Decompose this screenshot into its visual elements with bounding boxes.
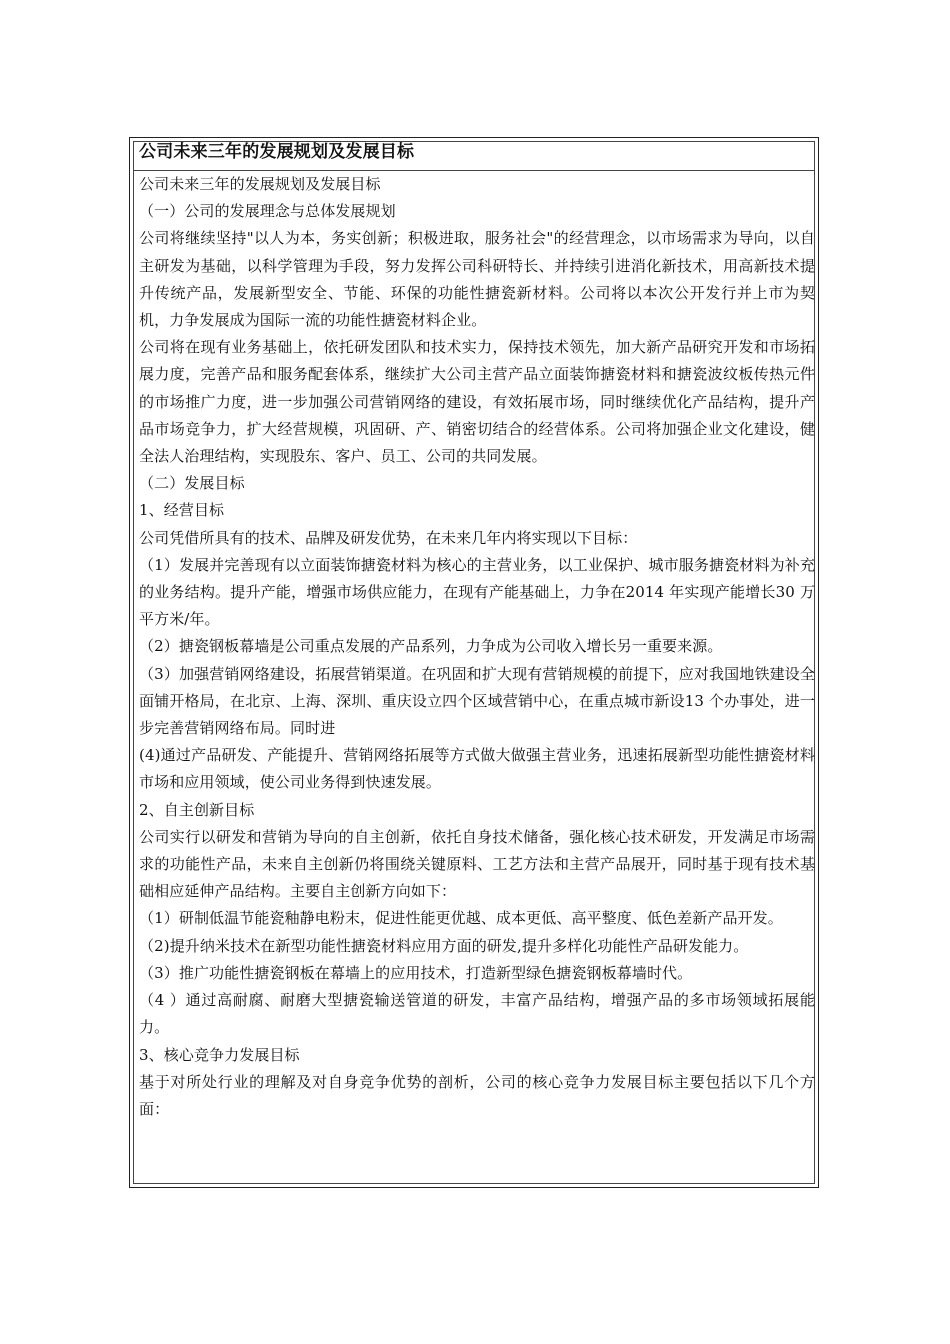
paragraph-list-item: （1）研制低温节能瓷釉静电粉末，促进性能更优越、成本更低、高平整度、低色差新产品开发。: [139, 909, 783, 928]
paragraph-subheading: 3、核心竞争力发展目标: [139, 1045, 300, 1064]
paragraph-list-item: （3）推广功能性搪瓷钢板在幕墙上的应用技术，打造新型绿色搪瓷钢板幕墙时代。: [139, 963, 693, 982]
paragraph-list-item: （4 ）通过高耐腐、耐磨大型搪瓷输送管道的研发，丰富产品结构，增强产品的多市场领域拓展能力。: [139, 991, 815, 1037]
paragraph-subheading: 1、经营目标: [139, 501, 225, 520]
paragraph-list-item: （2）搪瓷钢板幕墙是公司重点发展的产品系列，力争成为公司收入增长另一重要来源。: [139, 637, 723, 656]
paragraph: 公司实行以研发和营销为导向的自主创新，依托自身技术储备，强化核心技术研发，开发满足市场需求的功能性产品，未来自主创新仍将围绕关键原料、工艺方法和主营产品展开，同时基于现有技术基础相应延伸产品结构。主要自主创新方向如下：: [139, 827, 815, 901]
paragraph: 公司凭借所具有的技术、品牌及研发优势，在未来几年内将实现以下目标：: [139, 528, 638, 547]
paragraph: 公司将继续坚持"以人为本，务实创新；积极进取，服务社会"的经营理念，以市场需求为导向，以自主研发为基础，以科学管理为手段，努力发挥公司科研特长、并持续引进消化新技术，用高新技术提升传统产品，发展新型安全、节能、环保的功能性搪瓷新材料。公司将以本次公开发行并上市为契机，力争发展成为国际一流的功能性搪瓷材料企业。: [139, 229, 815, 330]
paragraph-section-1-heading: （一）公司的发展理念与总体发展规划: [139, 202, 396, 221]
paragraph: 基于对所处行业的理解及对自身竞争优势的剖析，公司的核心竞争力发展目标主要包括以下几个方面：: [139, 1072, 815, 1118]
document-title: 公司未来三年的发展规划及发展目标: [139, 142, 415, 162]
paragraph-subtitle: 公司未来三年的发展规划及发展目标: [139, 175, 381, 193]
paragraph-list-item: （2)提升纳米技术在新型功能性搪瓷材料应用方面的研发,提升多样化功能性产品研发能力。: [139, 936, 749, 955]
document-body: [139, 171, 815, 1123]
paragraph-list-item: （1）发展并完善现有以立面装饰搪瓷材料为核心的主营业务，以工业保护、城市服务搪瓷材料为补充的业务结构。提升产能，增强市场供应能力，在现有产能基础上，力争在2014 年实现产能增长30 万平方米/年。: [139, 555, 815, 629]
paragraph: 公司将在现有业务基础上，依托研发团队和技术实力，保持技术领先，加大新产品研究开发和市场拓展力度，完善产品和服务配套体系，继续扩大公司主营产品立面装饰搪瓷材料和搪瓷波纹板传热元件的市场推广力度，进一步加强公司营销网络的建设，有效拓展市场，同时继续优化产品结构，提升产品市场竞争力，扩大经营规模，巩固研、产、销密切结合的经营体系。公司将加强企业文化建设，健全法人治理结构，实现股东、客户、员工、公司的共同发展。: [139, 338, 815, 466]
paragraph-subheading: 2、自主创新目标: [139, 800, 255, 819]
paragraph-list-item: （3）加强营销网络建设，拓展营销渠道。在巩固和扩大现有营销规模的前提下，应对我国地铁建设全面铺开格局，在北京、上海、深圳、重庆设立四个区域营销中心，在重点城市新设13 个办事处，进一步完善营销网络布局。同时进: [139, 664, 815, 738]
paragraph-section-2-heading: （二）发展目标: [139, 474, 245, 493]
paragraph-list-item: (4)通过产品研发、产能提升、营销网络拓展等方式做大做强主营业务，迅速拓展新型功能性搪瓷材料市场和应用领域，使公司业务得到快速发展。: [139, 746, 815, 792]
